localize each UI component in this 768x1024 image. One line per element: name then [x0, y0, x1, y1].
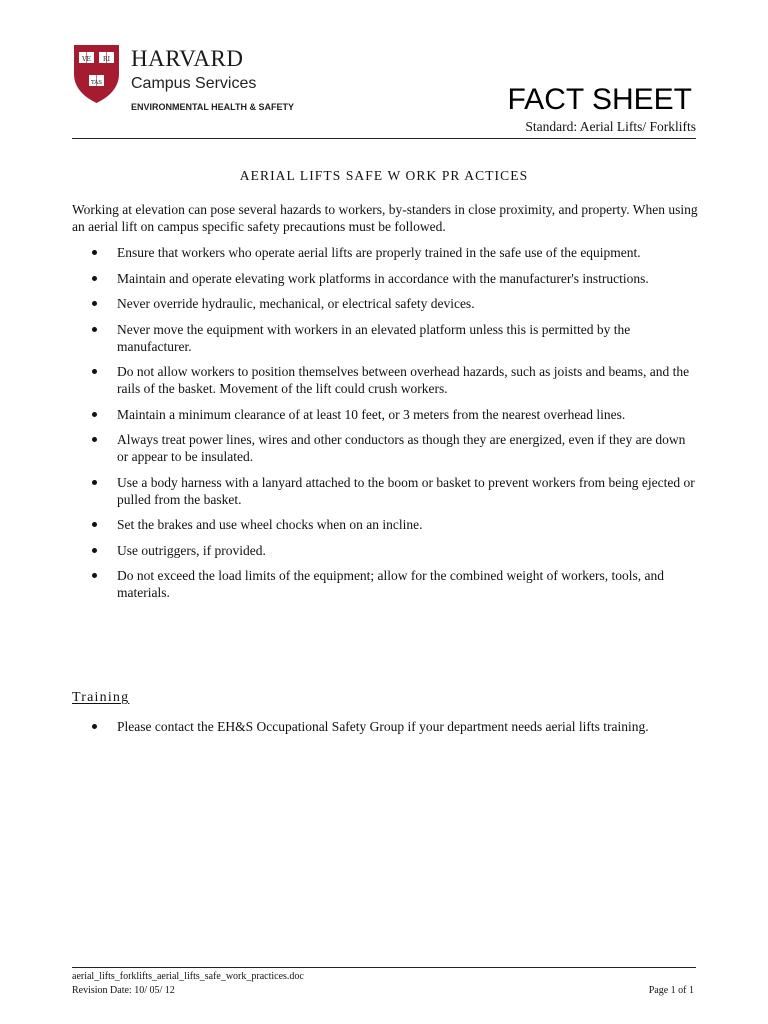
list-item — [72, 542, 698, 559]
training-list — [72, 718, 698, 744]
harvard-veritas-shield-icon — [73, 44, 120, 104]
bullet-icon — [92, 412, 97, 417]
bullet-icon — [92, 250, 97, 255]
bullet-icon — [92, 437, 97, 442]
list-item — [72, 244, 698, 261]
shield-text-ri: RI — [103, 56, 110, 63]
document-title: AERIAL LIFTS SAFE W ORK PR ACTICES — [239, 168, 529, 183]
bullet-icon — [92, 276, 97, 281]
safe-practices-list — [72, 244, 698, 610]
org-name: HARVARD — [131, 46, 244, 71]
footer-filename: aerial_lifts_forklifts_aerial_lifts_safe_work_practices.doc — [72, 971, 304, 982]
bullet-icon — [92, 480, 97, 485]
list-item-text: Do not allow workers to position themselves between overhead hazards, such as joists and beams, and the rails of the basket. Movement of the lift could crush workers. — [117, 364, 690, 396]
harvard-logo — [73, 44, 333, 114]
list-item-text: Maintain and operate elevating work platforms in accordance with the manufacturer's instructions. — [117, 270, 649, 286]
list-item-text: Never override hydraulic, mechanical, or electrical safety devices. — [117, 296, 475, 311]
org-subtitle: Campus Services — [131, 75, 257, 92]
org-department: ENVIRONMENTAL HEALTH & SAFETY — [131, 102, 295, 112]
bullet-icon — [92, 522, 97, 527]
intro-paragraph: Working at elevation can pose several hazards to workers, by-standers in close proximity, and property. When using an aerial lift on campus specific safety precautions must be followed. — [72, 202, 698, 234]
list-item-text: Always treat power lines, wires and other conductors as though they are energized, even if they are down or appear to be insulated. — [117, 432, 686, 464]
list-item — [72, 406, 698, 423]
list-item-text: Do not exceed the load limits of the equipment; allow for the combined weight of workers, tools, and materials. — [117, 568, 664, 600]
document-type: FACT SHEET — [507, 83, 692, 116]
bullet-icon — [92, 327, 97, 332]
list-item — [72, 295, 698, 312]
list-item-text: Ensure that workers who operate aerial lifts are properly trained in the safe use of the equipment. — [117, 245, 641, 260]
list-item-text: Set the brakes and use wheel chocks when on an incline. — [117, 517, 423, 532]
header-divider — [72, 138, 696, 139]
bullet-icon — [92, 548, 97, 553]
training-heading: Training — [72, 690, 130, 705]
bullet-icon — [92, 369, 97, 374]
list-item-text: Use outriggers, if provided. — [117, 542, 266, 558]
list-item — [72, 321, 698, 355]
footer-page-number: Page 1 of 1 — [648, 985, 694, 996]
list-item — [72, 431, 698, 465]
bullet-icon — [92, 573, 97, 578]
footer-revision-date: Revision Date: 10/ 05/ 12 — [72, 985, 175, 996]
list-item — [72, 516, 698, 533]
list-item — [72, 567, 698, 601]
list-item — [72, 270, 698, 287]
list-item-text: Maintain a minimum clearance of at least 10 feet, or 3 meters from the nearest overhead lines. — [117, 406, 626, 422]
bullet-icon — [92, 301, 97, 306]
list-item — [72, 718, 698, 735]
list-item — [72, 474, 698, 508]
list-item-text: Please contact the EH&S Occupational Safety Group if your department needs aerial lifts training. — [117, 719, 649, 734]
shield-text-ve: VE — [82, 56, 91, 63]
list-item — [72, 363, 698, 397]
footer-divider — [72, 967, 696, 968]
bullet-icon — [92, 724, 97, 729]
standard-label: Standard: Aerial Lifts/ Forklifts — [525, 119, 696, 134]
shield-text-tas: TAS — [90, 80, 103, 86]
list-item-text: Never move the equipment with workers in an elevated platform unless this is permitted by the manufacturer. — [117, 321, 631, 354]
list-item-text: Use a body harness with a lanyard attached to the boom or basket to prevent workers from being ejected or pulled from the basket. — [117, 474, 695, 507]
